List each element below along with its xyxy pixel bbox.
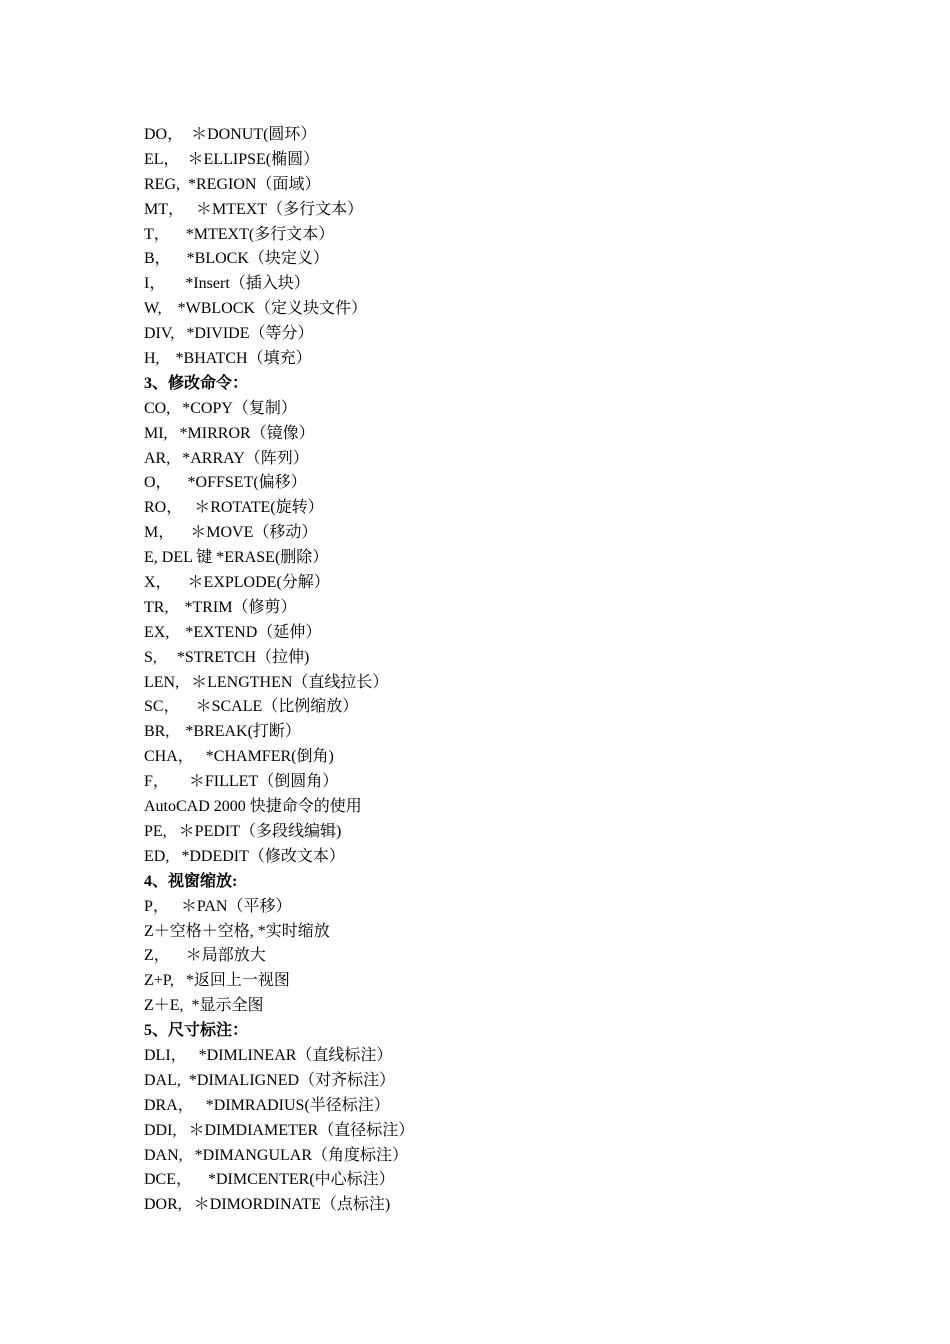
command-line: P， ＊PAN（平移） [144, 897, 292, 915]
command-line: EX, *EXTEND（延伸） [144, 623, 322, 641]
command-line: Z＋E, *显示全图 [144, 997, 264, 1015]
command-line: DOR, ＊DIMORDINATE（点标注) [144, 1196, 391, 1214]
command-line: F， ＊FILLET（倒圆角） [144, 773, 339, 791]
command-line: AR, *ARRAY（阵列） [144, 449, 309, 467]
command-line: T， *MTEXT(多行文本） [144, 225, 335, 243]
command-line: SC， ＊SCALE（比例缩放） [144, 698, 359, 716]
command-line: LEN, ＊LENGTHEN（直线拉长） [144, 673, 389, 691]
command-line: MI, *MIRROR（镜像） [144, 424, 315, 442]
command-line: I， *Insert（插入块） [144, 275, 310, 293]
section-heading: 5、尺寸标注： [144, 1022, 249, 1040]
document-page [144, 123, 904, 1218]
command-line: Z＋空格＋空格, *实时缩放 [144, 922, 330, 940]
command-line: H, *BHATCH（填充） [144, 350, 312, 368]
command-list [144, 123, 904, 1218]
command-line: PE, ＊PEDIT（多段线编辑) [144, 822, 342, 840]
command-line: Z， ＊局部放大 [144, 947, 266, 965]
section-heading: 4、视窗缩放: [144, 872, 238, 890]
command-line: S, *STRETCH（拉伸) [144, 648, 310, 666]
command-line: X， ＊EXPLODE(分解） [144, 574, 330, 592]
command-line: DAN, *DIMANGULAR（角度标注） [144, 1146, 408, 1164]
command-line: DRA， *DIMRADIUS(半径标注） [144, 1096, 390, 1114]
command-line: B， *BLOCK（块定义） [144, 250, 329, 268]
command-line: MT， ＊MTEXT（多行文本） [144, 200, 364, 218]
command-line: W, *WBLOCK（定义块文件） [144, 300, 367, 318]
command-line: EL， ＊ELLIPSE(椭圆） [144, 150, 320, 168]
command-line: BR, *BREAK(打断） [144, 723, 301, 741]
command-line: DLI， *DIMLINEAR（直线标注） [144, 1046, 393, 1064]
command-line: O， *OFFSET(偏移） [144, 474, 307, 492]
command-line: DO， ＊DONUT(圆环） [144, 126, 317, 143]
command-line: REG, *REGION（面域） [144, 175, 321, 193]
command-line: DIV, *DIVIDE（等分） [144, 325, 314, 343]
command-line: AutoCAD 2000 快捷命令的使用 [144, 798, 362, 816]
command-line: CHA， *CHAMFER(倒角) [144, 748, 334, 766]
command-line: ED, *DDEDIT（修改文本） [144, 847, 345, 865]
command-line: Z+P, *返回上一视图 [144, 972, 290, 990]
command-line: E, DEL 键 *ERASE(删除） [144, 549, 329, 567]
command-line: M， ＊MOVE（移动） [144, 524, 318, 542]
command-line: TR, *TRIM（修剪） [144, 598, 297, 616]
command-line: DCE， *DIMCENTER(中心标注） [144, 1171, 395, 1189]
command-line: DAL, *DIMALIGNED（对齐标注） [144, 1071, 396, 1089]
command-line: RO， ＊ROTATE(旋转） [144, 499, 324, 517]
section-heading: 3、修改命令： [144, 374, 249, 392]
command-line: CO, *COPY（复制） [144, 399, 297, 417]
command-line: DDI, ＊DIMDIAMETER（直径标注） [144, 1121, 415, 1139]
